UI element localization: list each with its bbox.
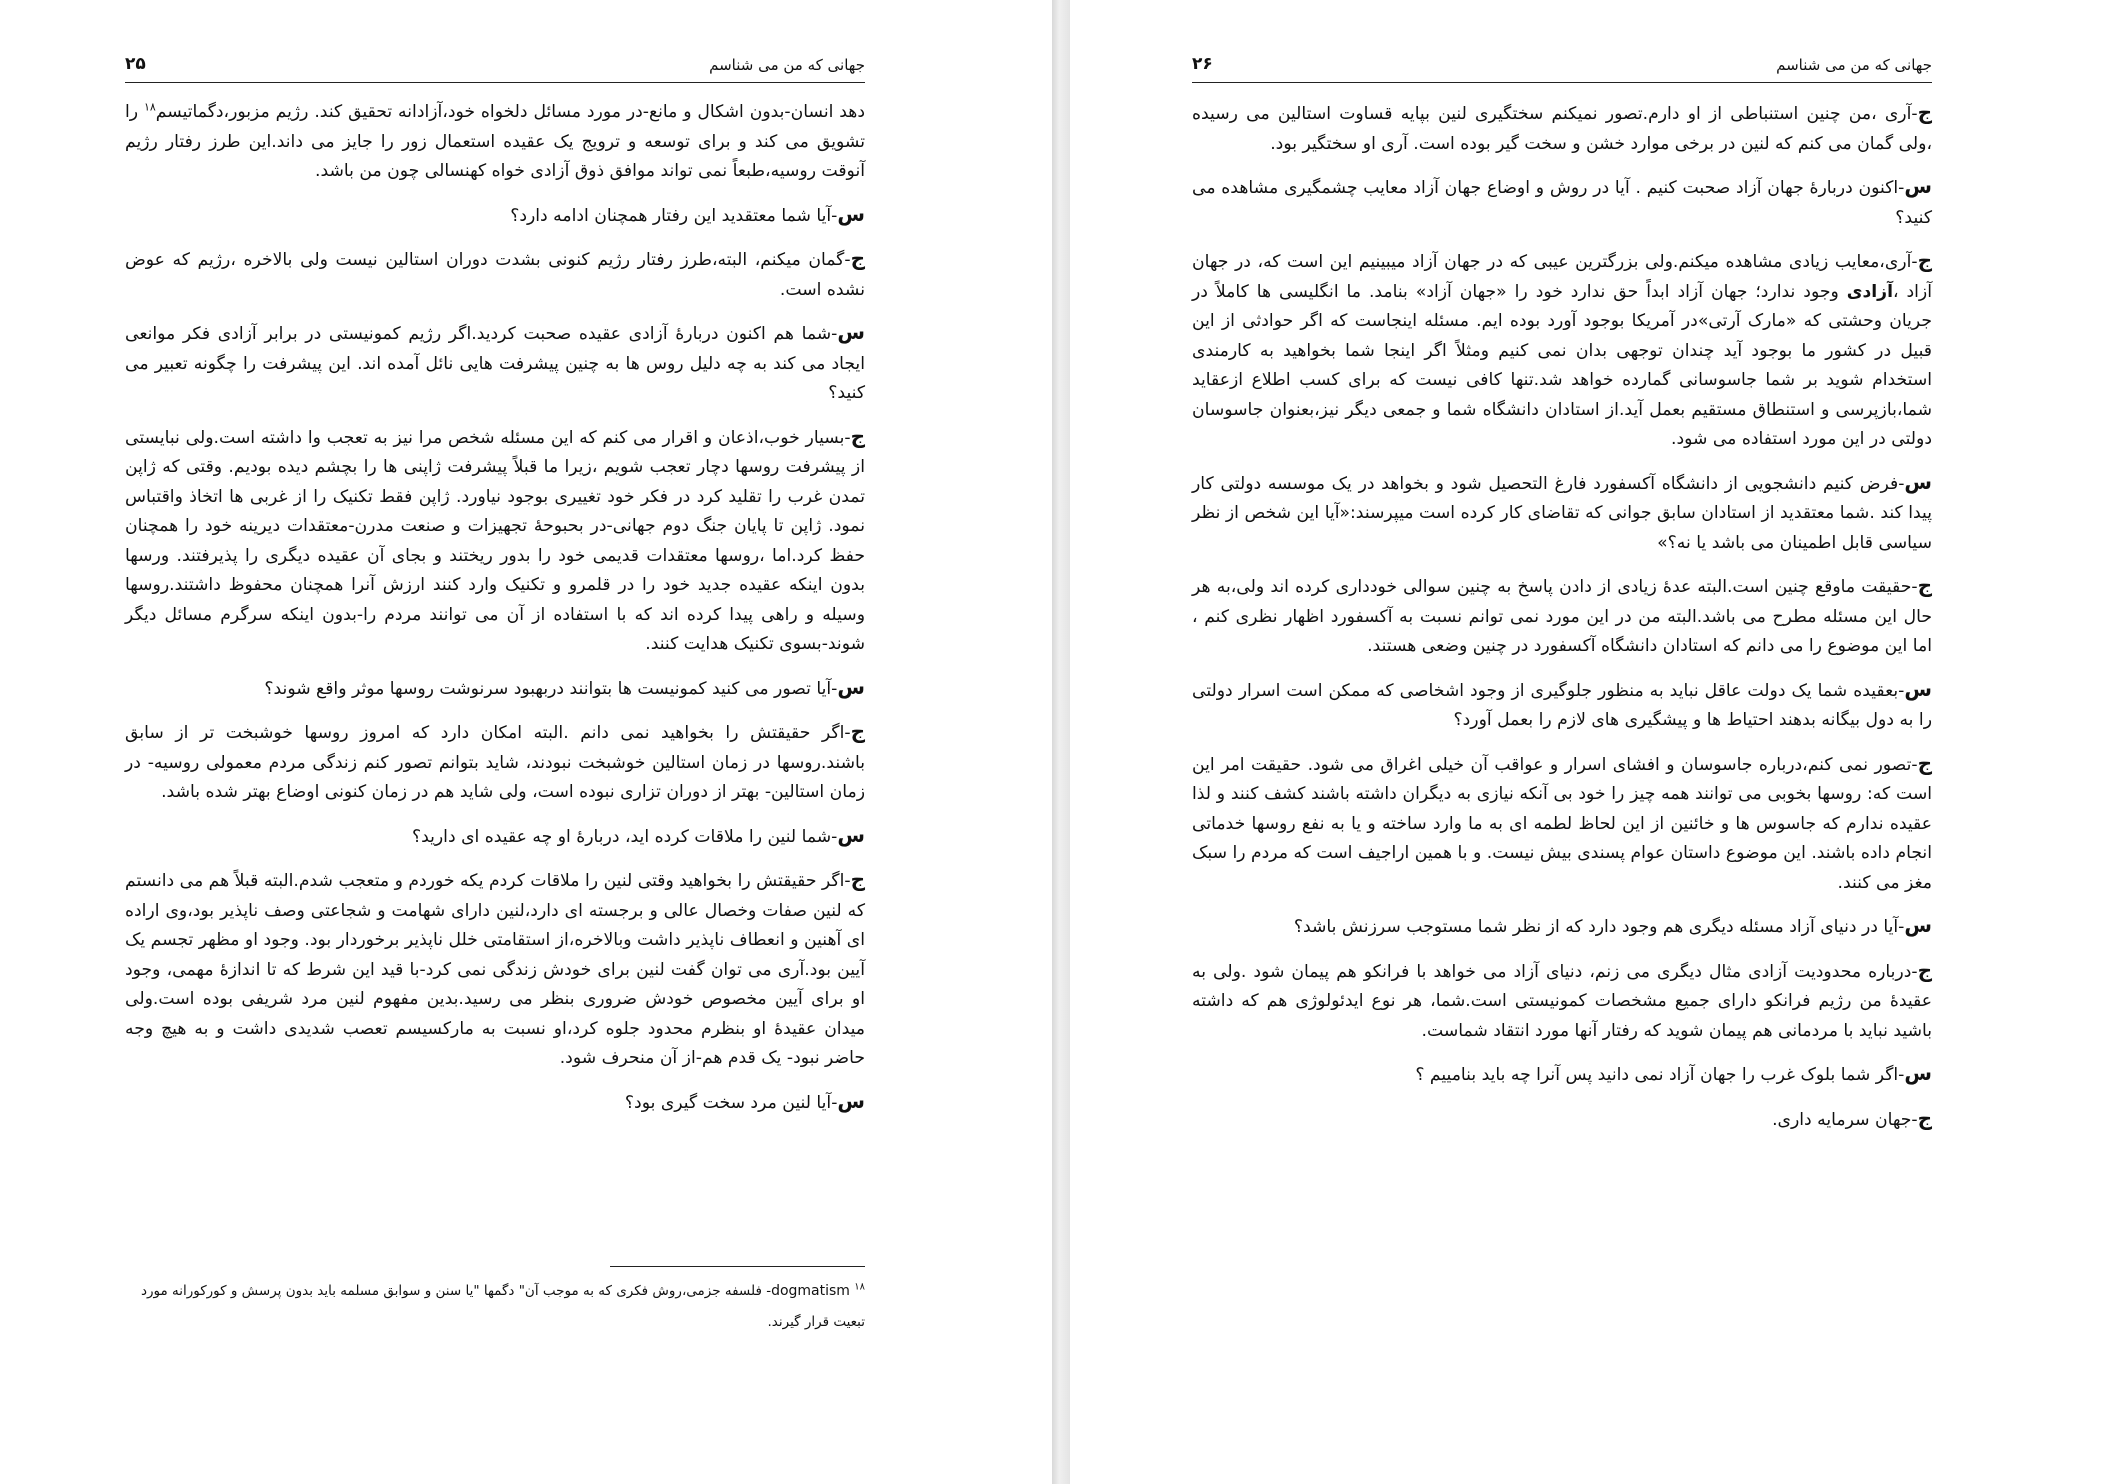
footnote-ref: ۱۸ (143, 100, 156, 114)
paragraph-text: -حقیقت ماوقع چنین است.البته عدهٔ زیادی از دادن پاسخ به چنین سوالی خودداری کرده اند ولی،به هر حال این مسئله مطرح می باشد.البته من در این مورد نمی توانم نسبت به آکسفورد اظهار نظری کنم ، اما این موضوع را می دانم که استادان دانشگاه آکسفورد در چنین وضعی هستند. (1192, 577, 1932, 656)
question-paragraph (125, 821, 865, 853)
question-marker: س (1904, 913, 1932, 937)
left-page (0, 0, 1052, 1484)
running-title: جهانی که من می شناسم (709, 56, 865, 74)
answer-marker: ج (1917, 100, 1932, 124)
answer-paragraph (1192, 749, 1932, 899)
answer-paragraph (125, 422, 865, 660)
answer-paragraph (125, 865, 865, 1074)
answer-marker: ج (850, 423, 865, 448)
paragraph-text: -فرض کنیم دانشجویی از دانشگاه آکسفورد فارغ التحصیل شود و بخواهد در یک موسسه دولتی کار پیدا کند .شما معتقدید از استادان سابق جوانی که تقاضای کار کرده است میپرسند:«آیا این شخص از نظر سیاسی قابل اطمینان می باشد یا نه؟» (1192, 473, 1932, 553)
question-paragraph (125, 1087, 865, 1119)
footnote (125, 1276, 865, 1338)
paragraph-text: -بعقیده شما یک دولت عاقل نباید به منظور جلوگیری از وجود اشخاصی که ممکن است اسرار دولتی را به دول بیگانه بدهند احتیاط ها و پیشگیری های لازم را بعمل آورد؟ (1192, 680, 1932, 730)
answer-paragraph (125, 244, 865, 305)
page-header (125, 48, 865, 83)
emphasis-text: آزادی (1846, 281, 1893, 302)
body-text (125, 98, 865, 1131)
question-marker: س (1904, 174, 1932, 198)
question-marker: س (837, 1088, 865, 1113)
question-marker: س (1904, 469, 1932, 494)
answer-marker: ج (850, 246, 865, 270)
answer-marker: ج (1917, 1105, 1932, 1130)
footnote-term: dogmatism (771, 1283, 850, 1299)
running-title: جهانی که من می شناسم (1776, 56, 1932, 74)
page-number: ۲۶ (1192, 54, 1213, 74)
answer-marker: ج (1917, 573, 1932, 597)
footnote-number: ۱۸ (854, 1281, 865, 1293)
question-paragraph (1192, 911, 1932, 943)
paragraph-text: -آری،معایب زیادی مشاهده میکنم.ولی بزرگترین عیبی که در جهان آزاد میبینیم این است که، در جهان آزاد ، (1192, 252, 1932, 302)
answer-paragraph (125, 717, 865, 808)
answer-paragraph (1192, 1104, 1932, 1136)
answer-paragraph (1192, 571, 1932, 662)
paragraph-text: -آری ،من چنین استنباطی از او دارم.تصور نمیکنم سختگیری لنین بپایه قساوت استالین می رسیده ،ولی گمان می کنم که لنین در برخی موارد خشن و سخت گیر بوده است. آری او سختگیر بود. (1192, 104, 1932, 154)
paragraph-text: -شما هم اکنون دربارهٔ آزادی عقیده صحبت کردید.اگر رژیم کمونیستی در برابر آزادی فکر موانعی ایجاد می کند به چه دلیل روس ها به چنین پیشرفت هایی نائل آمده اند. این پیشرفت را چگونه تعبیر می کنید؟ (125, 324, 865, 403)
question-marker: س (837, 201, 865, 226)
question-paragraph (1192, 1059, 1932, 1091)
paragraph-text: -آیا تصور می کنید کمونیست ها بتوانند دربهبود سرنوشت روسها موثر واقع شوند؟ (264, 678, 838, 699)
paragraph-text: -آیا در دنیای آزاد مسئله دیگری هم وجود دارد که از نظر شما مستوجب سرزنش باشد؟ (1293, 917, 1905, 937)
question-paragraph (1192, 675, 1932, 736)
paragraph-text: -درباره محدودیت آزادی مثال دیگری می زنم، دنیای آزاد می خواهد با فرانکو هم پیمان شود .ولی به عقیدهٔ من رژیم فرانکو دارای جمیع مشخصات کمونیستی است.شما، هر نوع ایدئولوژی هم که داشته باشید نباید با مردمانی هم پیمان شوید که رفتار آنها مورد انتقاد شماست. (1192, 961, 1932, 1041)
paragraph-text: -اگر شما بلوک غرب را جهان آزاد نمی دانید پس آنرا چه باید بنامییم ؟ (1415, 1065, 1905, 1085)
paragraph-text: -شما لنین را ملاقات کرده اید، دربارهٔ او چه عقیده ای دارید؟ (411, 826, 838, 847)
paragraph-text: دهد انسان-بدون اشکال و مانع-در مورد مسائل دلخواه خود،آزادانه تحقیق کند. رژیم مزبور،دگماتیسم (155, 102, 865, 122)
paragraph-text: -اکنون دربارهٔ جهان آزاد صحبت کنیم . آیا در روش و اوضاع جهان آزاد معایب چشمگیری مشاهده می کنید؟ (1192, 178, 1932, 228)
paragraph-text: -اگر حقیقتش را بخواهید نمی دانم .البته امکان دارد که امروز روسها خوشبخت تر از سابق باشند.روسها در زمان استالین خوشبخت نبودند، شاید بتوانم تصور کنم زندگی مردم معمولی روسیه- در زمان استالین- بهتر از دوران تزاری نبوده است، ولی شاید هم در زمان کنونی اوضاع بهتر شده باشد. (125, 723, 865, 802)
answer-paragraph (1192, 246, 1932, 455)
answer-marker: ج (1917, 957, 1932, 982)
paragraph-text: -تصور نمی کنم،درباره جاسوسان و افشای اسرار و عواقب آن خیلی اغراق می شود. حقیقت امر این است که: روسها بخوبی می توانند همه چیز را خود بی آنکه نیازی به دیگران داشته باشند کشف کنند و لذا عقیده ندارم که جاسوس ها و خائنین از این لحاظ لطمه ای به ما وارد ساخته و یا به نفع روسها خدماتی انجام داده باشند. این موضوع داستان عوام پسندی بیش نیست. و با همین اراجیف است که مردم را سبک مغز می کنند. (1192, 754, 1932, 893)
answer-marker: ج (850, 719, 865, 743)
answer-marker: ج (850, 867, 865, 891)
answer-paragraph (1192, 956, 1932, 1047)
question-marker: س (837, 320, 865, 344)
question-paragraph (1192, 468, 1932, 559)
answer-marker: ج (1917, 750, 1932, 775)
continued-paragraph (125, 98, 865, 187)
answer-marker: ج (1917, 248, 1932, 272)
question-paragraph (1192, 172, 1932, 233)
right-page (1070, 0, 2115, 1484)
page-number: ۲۵ (125, 54, 146, 74)
question-paragraph (125, 318, 865, 409)
paragraph-text: -گمان میکنم، البته،طرز رفتار رژیم کنونی بشدت دوران استالین نیست ولی بالاخره ،رژیم که عوض نشده است. (125, 250, 865, 300)
question-marker: س (837, 822, 865, 847)
question-marker: س (1904, 1061, 1932, 1085)
paragraph-text: وجود ندارد؛ جهان آزاد ابداً حق ندارد خود را «جهان آزاد» بنامد. ما انگلیسی ها کاملاً در جریان وحشتی که «مارک آرتی»در آمریکا بوجود آورد بوده ایم. مسئله اینجاست که اگر حوادثی از این قبیل در کشور ما بوجود آید چندان توجهی بدان نمی کنیم ومثلاً اگر اینجا شما بخواهید به کارمندی استخدام شوید بر شما جاسوسانی گمارده خواهد شد.تنها کافی نیست که برای کسب اطلاع ازعقاید شما،بازپرسی و استنطاق مستقیم بعمل آید.از استادان دانشگاه شما و جمعی دیگر نیز،بعنوان جاسوسان دولتی در این مورد استفاده می شود. (1192, 281, 1932, 449)
paragraph-text: -جهان سرمایه داری. (1772, 1109, 1918, 1130)
footnote-divider (610, 1266, 865, 1267)
book-gutter (1052, 0, 1070, 1484)
page-header (1192, 48, 1932, 83)
question-marker: س (1904, 676, 1932, 701)
paragraph-text: -بسیار خوب،اذعان و اقرار می کنم که این مسئله شخص مرا نیز به تعجب وا داشته است.ولی نبایستی از پیشرفت روسها دچار تعجب شویم ،زیرا ما قبلاً پیشرفت ژاپنی ها را بچشم دیده بودیم. وقتی که ژاپن تمدن غرب را تقلید کرد در فکر خود تغییری بوجود نیاورد. ژاپن فقط تکنیک را از غربی ها اتخاذ واقتباس نمود. ژاپن تا پایان جنگ دوم جهانی-در بحبوحهٔ تجهیزات و صنعت مدرن-معتقدات دیرینه خود را همچنان حفظ کرد.اما ،روسها معتقدات قدیمی خود را بدور ریختند و بجای آن عقیده دیگری را پذیرفتند. ورسها بدون اینکه عقیده جدید خود را در قلمرو و تکنیک وارد کنند ارزش آنرا همچنان محفوظ داشتند.روسها وسیله و راهی پیدا کرده اند که با استفاده از آن می توانند مردم را-بدون اینکه سرگرم مسائل دیگر شوند-بسوی تکنیک هدایت کنند. (125, 427, 865, 654)
question-paragraph (125, 673, 865, 705)
question-marker: س (837, 674, 865, 699)
footnote-text: - فلسفه جزمی،روش فکری که به موجب آن" دگمها "یا سنن و سوابق مسلمه باید بدون پرسش و کورکورانه مورد تبعیت قرار گیرند. (140, 1283, 865, 1330)
paragraph-text: را تشویق می کند و برای توسعه و ترویج یک عقیده استعمال زور را جایز می داند.این طرز رفتار رژیم آنوقت روسیه،طبعاً نمی تواند موافق ذوق آزادی خواه کهنسالی چون من باشد. (125, 102, 865, 181)
paragraph-text: -اگر حقیقتش را بخواهید وقتی لنین را ملاقات کردم یکه خوردم و متعجب شدم.البته قبلاً هم می دانستم که لنین صفات وخصال عالی و برجسته ای دارد،لنین دارای شهامت و شجاعتی وصف ناپذیر بود،وی اراده ای آهنین و انعطاف ناپذیر داشت وبالاخره،از استقامتی خلل ناپذیر برخوردار بود. وجود او مظهر تجسم یک آیین بود.آری می توان گفت لنین برای خودش زندگی نمی کرد-با قید این شرط که تا اندازهٔ مهمی، وجود او برای آیین مخصوص خودش ضروری بنظر می رسید.بدین مفهوم لنین مرد شریفی بوده است.ولی میدان عقیدهٔ او بنظرم محدود جلوه کرد،او نسبت به مارکسیسم تعصب شدیدی داشت و به هیچ وجه حاضر نبود- یک قدم هم-از آن منحرف شود. (125, 871, 865, 1068)
body-text (1192, 98, 1932, 1148)
question-paragraph (125, 200, 865, 232)
paragraph-text: -آیا لنین مرد سخت گیری بود؟ (624, 1092, 838, 1113)
paragraph-text: -آیا شما معتقدید این رفتار همچنان ادامه دارد؟ (510, 205, 838, 226)
answer-paragraph (1192, 98, 1932, 159)
